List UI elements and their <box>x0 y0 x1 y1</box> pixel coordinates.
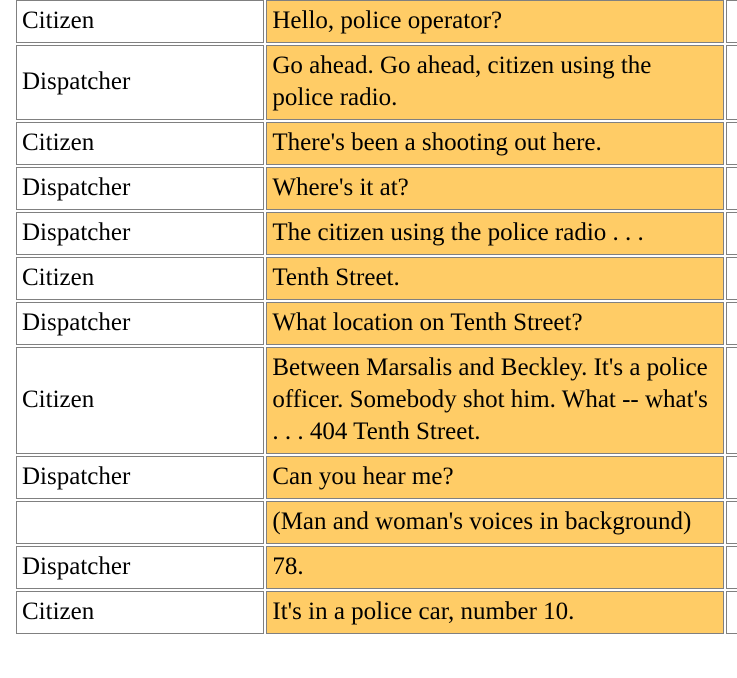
table-row <box>16 0 737 43</box>
speaker-cell: Citizen <box>16 347 264 454</box>
dialogue-cell: What location on Tenth Street? <box>266 302 723 345</box>
table-row <box>16 212 737 255</box>
table-row <box>16 501 737 544</box>
table-row <box>16 122 737 165</box>
speaker-cell: Citizen <box>16 122 264 165</box>
table-row <box>16 302 737 345</box>
speaker-cell: Citizen <box>16 591 264 634</box>
dialogue-cell: It's in a police car, number 10. <box>266 591 723 634</box>
speaker-cell <box>16 501 264 544</box>
speaker-cell: Dispatcher <box>16 456 264 499</box>
dialogue-cell: There's been a shooting out here. <box>266 122 723 165</box>
dialogue-cell: 78. <box>266 546 723 589</box>
speaker-cell: Dispatcher <box>16 212 264 255</box>
speaker-cell: Citizen <box>16 257 264 300</box>
dialogue-cell: Hello, police operator? <box>266 0 723 43</box>
table-row <box>16 45 737 120</box>
speaker-cell: Dispatcher <box>16 167 264 210</box>
speaker-cell: Dispatcher <box>16 45 264 120</box>
dialogue-cell: (Man and woman's voices in background) <box>266 501 723 544</box>
transcript-body <box>16 0 737 634</box>
empty-cell <box>726 257 737 300</box>
dialogue-cell: Where's it at? <box>266 167 723 210</box>
table-row <box>16 167 737 210</box>
dialogue-cell: The citizen using the police radio . . . <box>266 212 723 255</box>
empty-cell <box>726 167 737 210</box>
table-row <box>16 546 737 589</box>
table-row <box>16 347 737 454</box>
empty-cell <box>726 501 737 544</box>
empty-cell <box>726 122 737 165</box>
empty-cell <box>726 302 737 345</box>
table-row <box>16 257 737 300</box>
dialogue-cell: Between Marsalis and Beckley. It's a police officer. Somebody shot him. What -- what's . . . 404 Tenth Street. <box>266 347 723 454</box>
table-row <box>16 591 737 634</box>
dialogue-cell: Go ahead. Go ahead, citizen using the police radio. <box>266 45 723 120</box>
empty-cell <box>726 45 737 120</box>
table-row <box>16 456 737 499</box>
speaker-cell: Dispatcher <box>16 546 264 589</box>
speaker-cell: Citizen <box>16 0 264 43</box>
dialogue-cell: Can you hear me? <box>266 456 723 499</box>
empty-cell <box>726 456 737 499</box>
dialogue-cell: Tenth Street. <box>266 257 723 300</box>
speaker-cell: Dispatcher <box>16 302 264 345</box>
empty-cell <box>726 0 737 43</box>
transcript-table <box>14 0 737 636</box>
empty-cell <box>726 212 737 255</box>
empty-cell <box>726 347 737 454</box>
empty-cell <box>726 591 737 634</box>
empty-cell <box>726 546 737 589</box>
